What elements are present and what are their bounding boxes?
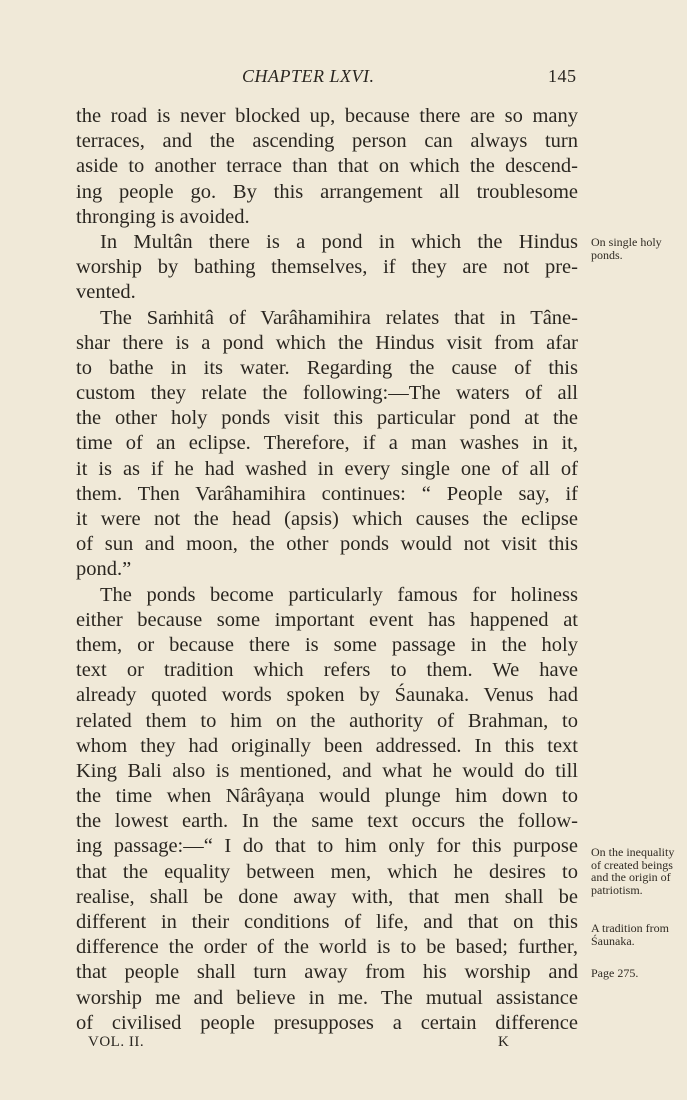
text-line: the lowest earth. In the same text occurs the follow- [76, 810, 578, 833]
text-line: King Bali also is mentioned, and what he would do till [76, 759, 578, 782]
text-line: that the equality between men, which he desires to [76, 860, 578, 883]
text-line: realise, shall be done away with, that men shall be [76, 885, 578, 908]
text-line: difference the order of the world is to be based; further, [76, 936, 578, 959]
text-line: The Saṁhitâ of Varâhamihira relates that in Tâne- [100, 306, 578, 329]
body-text [76, 104, 578, 1036]
text-line: either because some important event has happened at [76, 608, 578, 631]
text-line: custom they relate the following:—The waters of all [76, 382, 578, 405]
text-line: it is as if he had washed in every single one of all of [76, 457, 578, 480]
text-line: whom they had originally been addressed. In this text [76, 734, 578, 757]
running-title: CHAPTER LXVI. [242, 66, 375, 86]
margin-note-tradition: A tradition from Śaunaka. [591, 921, 669, 948]
text-line: terraces, and the ascending person can always turn [76, 130, 578, 153]
text-line: shar there is a pond which the Hindus visit from afar [76, 331, 578, 354]
text-line: text or tradition which refers to them. We have [76, 659, 578, 682]
text-line: already quoted words spoken by Śaunaka. Venus had [76, 684, 578, 707]
text-line: the time when Nârâyaṇa would plunge him down to [76, 785, 578, 808]
text-line: pond.” [76, 558, 132, 581]
text-line: vented. [76, 281, 136, 304]
text-line: the other holy ponds visit this particular pond at the [76, 407, 578, 430]
text-line: different in their conditions of life, and that on this [76, 911, 578, 933]
text-line: to bathe in its water. Regarding the cause of this [76, 356, 578, 379]
text-line: thronging is avoided. [76, 205, 250, 228]
text-line: worship me and believe in me. The mutual assistance [76, 986, 578, 1009]
volume-signature: VOL. II. [88, 1034, 145, 1050]
text-line: the road is never blocked up, because there are so many [76, 105, 578, 127]
text-line: them. Then Varâhamihira continues: “ People say, if [76, 482, 578, 505]
text-line: it were not the head (apsis) which causes the eclipse [76, 508, 578, 530]
text-line: The ponds become particularly famous for holiness [100, 583, 578, 606]
page-number: 145 [548, 66, 577, 86]
margin-note-single-ponds: On single holy ponds. [591, 235, 662, 262]
text-line: that people shall turn away from his worship and [76, 961, 578, 984]
gathering-mark: K [498, 1034, 509, 1050]
text-line: related them to him on the authority of Brahman, to [76, 709, 578, 732]
text-line: In Multân there is a pond in which the Hindus [100, 230, 578, 253]
text-line: ing passage:—“ I do that to him only for this purpose [76, 835, 578, 858]
text-line: worship by bathing themselves, if they are not pre- [76, 256, 578, 279]
text-line: ing people go. By this arrangement all troublesome [76, 180, 578, 203]
text-line: aside to another terrace than that on which the descend- [76, 155, 578, 178]
margin-note-inequality: On the inequality of created beings and the origin of patriotism. [591, 845, 675, 897]
text-line: of sun and moon, the other ponds would not visit this [76, 533, 578, 556]
text-line: them, or because there is some passage in the holy [76, 633, 578, 656]
margin-note-page-ref: Page 275. [591, 966, 639, 980]
text-line: time of an eclipse. Therefore, if a man washes in it, [76, 432, 578, 455]
text-line: of civilised people presupposes a certain difference [76, 1011, 578, 1034]
